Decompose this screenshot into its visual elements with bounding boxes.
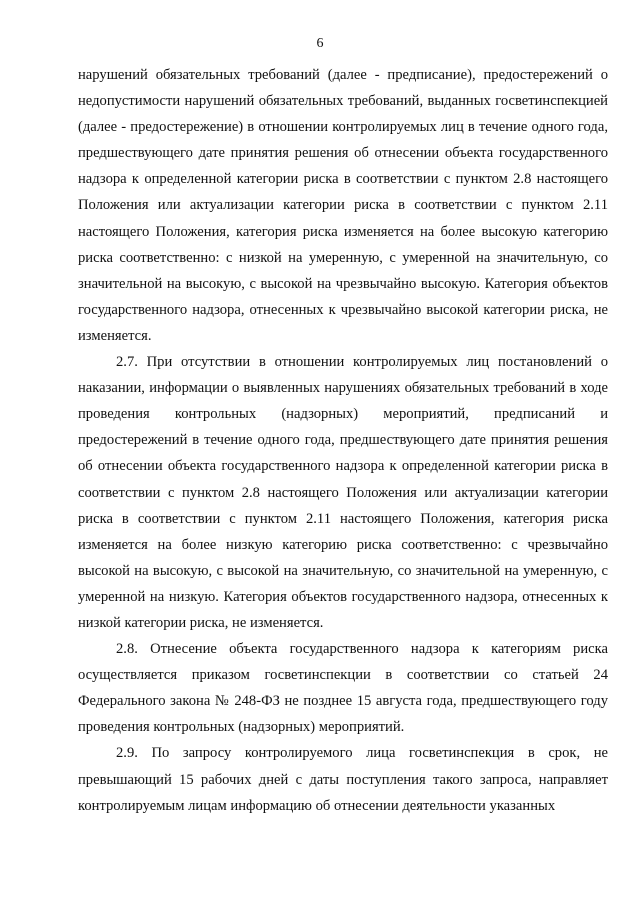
paragraph-2-9: 2.9. По запросу контролируемого лица госветинспекция в срок, не превышающий 15 рабочих дней с даты поступления такого запроса, направляет контролируемым лицам информацию об отнесении деятельности указанных bbox=[78, 745, 608, 814]
paragraph-2-8: 2.8. Отнесение объекта государственного надзора к категориям риска осуществляется приказом госветинспекции в соответствии со статьей 24 Федерального закона № 248-ФЗ не позднее 15 августа года, предшествующего году проведения контрольных (надзорных) мероприятий. bbox=[78, 641, 608, 736]
page-number: 6 bbox=[316, 36, 324, 51]
paragraph-continuation: нарушений обязательных требований (далее - предписание), предостережений о недопустимости нарушений обязательных требований, выданных госветинспекцией (далее - предостережение) в отношении контролируемых лиц в течение одного года, предшествующего дате принятия решения об отнесении объекта государственного надзора к определенной категории риска в соответствии с пунктом 2.8 настоящего Положения или актуализации категории риска в соответствии с пунктом 2.11 настоящего Положения, категория риска изменяется на более высокую категорию риска соответственно: с низкой на умеренную, с умеренной на значительную, со значительной на высокую, с высокой на чрезвычайно высокую. Категория объектов государственного надзора, отнесенных к чрезвычайно высокой категории риска, не изменяется. bbox=[78, 67, 608, 344]
paragraph-2-7: 2.7. При отсутствии в отношении контролируемых лиц постановлений о наказании, информации о выявленных нарушениях обязательных требований в ходе проведения контрольных (надзорных) мероприятий, предписаний и предостережений в течение одного года, предшествующего дате принятия решения об отнесении объекта государственного надзора к определенной категории риска в соответствии с пунктом 2.8 настоящего Положения или актуализации категории риска в соответствии с пунктом 2.11 настоящего Положения, категория риска изменяется на более низкую категорию риска соответственно: с чрезвычайно высокой на высокую, с высокой на значительную, со значительной на умеренную, с умеренной на низкую. Категория объектов государственного надзора, отнесенных к низкой категории риска, не изменяется. bbox=[78, 354, 608, 631]
document-body bbox=[78, 62, 608, 819]
